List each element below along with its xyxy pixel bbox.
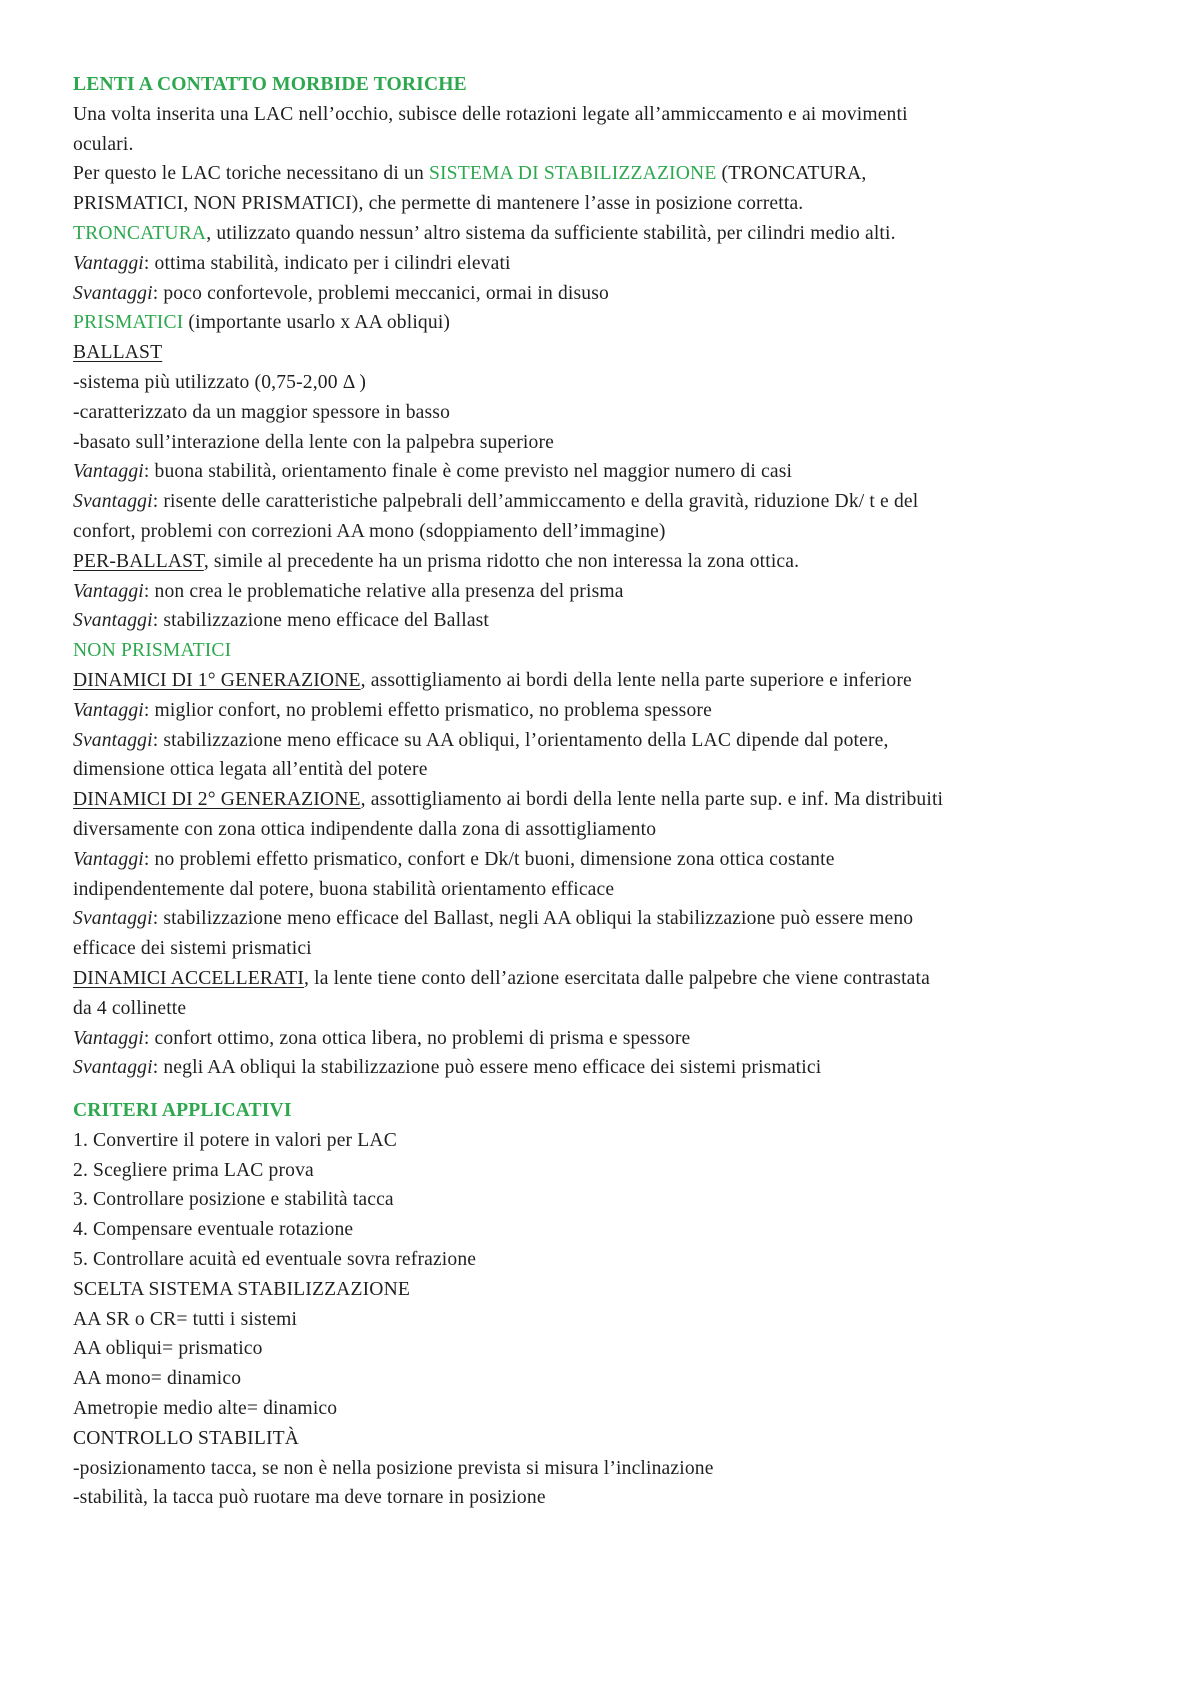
- underlined-term: BALLAST: [73, 342, 163, 364]
- text-span: (TRONCATURA,: [716, 163, 867, 185]
- text-span: , simile al precedente ha un prisma ridotto che non interessa la zona ottica.: [203, 550, 800, 572]
- vantaggi-label: Vantaggi: [73, 699, 144, 721]
- section-title: CRITERI APPLICATIVI: [73, 1100, 292, 1122]
- underlined-term: DINAMICI ACCELLERATI: [73, 967, 305, 989]
- paragraph-line: [73, 785, 1133, 815]
- text-span: , assottigliamento ai bordi della lente nella parte sup. e inf. Ma distribuiti: [360, 789, 944, 811]
- section-title: LENTI A CONTATTO MORBIDE TORICHE: [73, 74, 467, 95]
- svantaggi-label: Svantaggi: [73, 729, 153, 751]
- paragraph-line: da 4 collinette: [73, 997, 187, 1019]
- svantaggi-label: Svantaggi: [73, 1057, 153, 1079]
- step-item: 5. Controllare acuità ed eventuale sovra refrazione: [73, 1249, 477, 1271]
- list-item: AA SR o CR= tutti i sistemi: [73, 1308, 298, 1330]
- text-span: : stabilizzazione meno efficace su AA obliqui, l’orientamento della LAC dipende dal potere,: [152, 729, 889, 751]
- text-span: : miglior confort, no problemi effetto prismatico, no problema spessore: [143, 699, 712, 721]
- text-span: (importante usarlo x AA obliqui): [183, 312, 451, 334]
- list-item: -stabilità, la tacca può ruotare ma deve tornare in posizione: [73, 1487, 546, 1509]
- svantaggi-line: [73, 487, 1133, 517]
- svantaggi-label: Svantaggi: [73, 610, 153, 632]
- vantaggi-label: Vantaggi: [73, 252, 144, 274]
- paragraph-line: [73, 338, 1133, 368]
- highlight-term: SISTEMA DI STABILIZZAZIONE: [428, 163, 717, 185]
- paragraph-line: PRISMATICI, NON PRISMATICI), che permette di mantenere l’asse in posizione corretta.: [73, 193, 804, 215]
- subsection-label: NON PRISMATICI: [73, 640, 232, 662]
- document-body: [73, 70, 1133, 1513]
- vantaggi-label: Vantaggi: [73, 461, 144, 483]
- vantaggi-label: Vantaggi: [73, 580, 144, 602]
- list-item: Ametropie medio alte= dinamico: [73, 1398, 338, 1420]
- underlined-term: DINAMICI DI 2° GENERAZIONE: [73, 789, 361, 811]
- paragraph-line: indipendentemente dal potere, buona stabilità orientamento efficace: [73, 878, 615, 900]
- list-item: -caratterizzato da un maggior spessore in basso: [73, 401, 451, 423]
- step-item: 1. Convertire il potere in valori per LAC: [73, 1129, 397, 1151]
- step-item: 2. Scegliere prima LAC prova: [73, 1159, 314, 1181]
- svantaggi-line: [73, 726, 1133, 756]
- text-span: : ottima stabilità, indicato per i cilindri elevati: [143, 252, 511, 274]
- paragraph-line: [73, 308, 1133, 338]
- text-span: : no problemi effetto prismatico, confort e Dk/t buoni, dimensione zona ottica costante: [143, 848, 835, 870]
- text-span: : confort ottimo, zona ottica libera, no problemi di prisma e spessore: [143, 1027, 691, 1049]
- underlined-term: PER-BALLAST: [73, 550, 204, 572]
- list-item: AA obliqui= prismatico: [73, 1338, 263, 1360]
- paragraph-line: Una volta inserita una LAC nell’occhio, subisce delle rotazioni legate all’ammiccamento e ai movimenti: [73, 103, 908, 125]
- text-span: : buona stabilità, orientamento finale è come previsto nel maggior numero di casi: [143, 461, 793, 483]
- vantaggi-line: [73, 577, 1133, 607]
- vantaggi-line: [73, 696, 1133, 726]
- section-gap: [73, 1083, 1133, 1096]
- text-span: : stabilizzazione meno efficace del Ballast: [152, 610, 490, 632]
- vantaggi-line: [73, 249, 1133, 279]
- vantaggi-line: [73, 457, 1133, 487]
- paragraph-line: dimensione ottica legata all’entità del potere: [73, 759, 428, 781]
- paragraph-line: [73, 219, 1133, 249]
- subsection-label: TRONCATURA: [73, 222, 207, 244]
- vantaggi-line: [73, 1024, 1133, 1054]
- svantaggi-line: [73, 279, 1133, 309]
- paragraph-line: efficace dei sistemi prismatici: [73, 938, 312, 960]
- text-span: : stabilizzazione meno efficace del Ballast, negli AA obliqui la stabilizzazione può essere meno: [152, 908, 914, 930]
- list-item: -posizionamento tacca, se non è nella posizione prevista si misura l’inclinazione: [73, 1457, 714, 1479]
- step-item: 3. Controllare posizione e stabilità tacca: [73, 1189, 394, 1211]
- subheading: SCELTA SISTEMA STABILIZZAZIONE: [73, 1278, 410, 1300]
- subsection-label: PRISMATICI: [73, 312, 184, 334]
- paragraph-line: [73, 964, 1133, 994]
- subheading: CONTROLLO STABILITÀ: [73, 1427, 300, 1449]
- paragraph-line: [73, 547, 1133, 577]
- svantaggi-line: [73, 904, 1133, 934]
- list-item: -basato sull’interazione della lente con la palpebra superiore: [73, 431, 554, 453]
- paragraph-line: diversamente con zona ottica indipendente dalla zona di assottigliamento: [73, 818, 657, 840]
- paragraph-line: confort, problemi con correzioni AA mono (sdoppiamento dell’immagine): [73, 520, 666, 542]
- svantaggi-line: [73, 606, 1133, 636]
- text-span: , assottigliamento ai bordi della lente nella parte superiore e inferiore: [360, 669, 912, 691]
- paragraph-line: [73, 666, 1133, 696]
- text-span: Per questo le LAC toriche necessitano di un: [73, 163, 429, 185]
- vantaggi-label: Vantaggi: [73, 1027, 144, 1049]
- underlined-term: DINAMICI DI 1° GENERAZIONE: [73, 669, 361, 691]
- paragraph-line: [73, 159, 1133, 189]
- step-item: 4. Compensare eventuale rotazione: [73, 1219, 354, 1241]
- text-span: : non crea le problematiche relative alla presenza del prisma: [143, 580, 624, 602]
- vantaggi-line: [73, 845, 1133, 875]
- list-item: AA mono= dinamico: [73, 1368, 242, 1390]
- svantaggi-label: Svantaggi: [73, 491, 153, 513]
- svantaggi-line: [73, 1053, 1133, 1083]
- vantaggi-label: Vantaggi: [73, 848, 144, 870]
- svantaggi-label: Svantaggi: [73, 908, 153, 930]
- text-span: : negli AA obliqui la stabilizzazione può essere meno efficace dei sistemi prismatici: [152, 1057, 822, 1079]
- text-span: , la lente tiene conto dell’azione esercitata dalle palpebre che viene contrastata: [304, 967, 930, 989]
- paragraph-line: oculari.: [73, 133, 134, 155]
- text-span: : poco confortevole, problemi meccanici, ormai in disuso: [152, 282, 609, 304]
- text-span: : risente delle caratteristiche palpebrali dell’ammiccamento e della gravità, riduzione Dk/ t e del: [152, 491, 919, 513]
- svantaggi-label: Svantaggi: [73, 282, 153, 304]
- text-span: , utilizzato quando nessun’ altro sistema da sufficiente stabilità, per cilindri medio alti.: [206, 222, 896, 244]
- list-item: -sistema più utilizzato (0,75-2,00 Δ ): [73, 371, 367, 393]
